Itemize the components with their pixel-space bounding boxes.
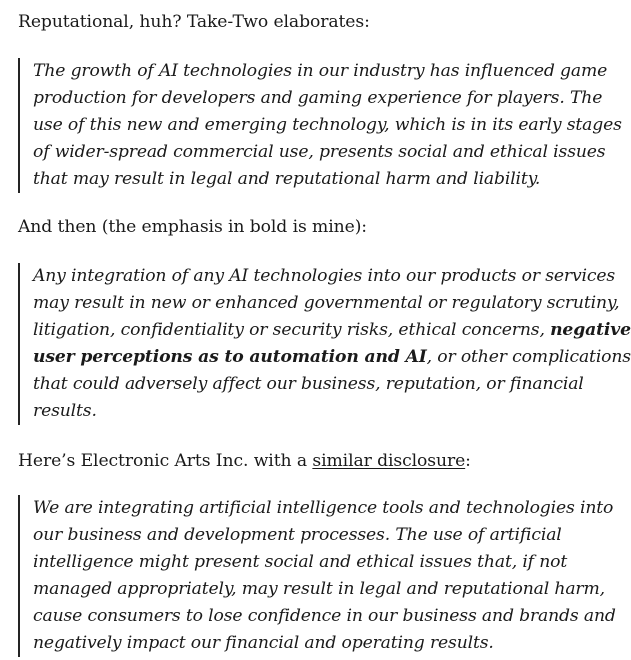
quote-line [33, 317, 631, 344]
paragraph-emphasis-note [18, 214, 367, 241]
similar-disclosure-link[interactable]: similar disclosure [312, 451, 466, 471]
quote-line: We are integrating artificial intelligence tools and technologies into [33, 498, 614, 518]
quote-line: our business and development processes. The use of artificial [33, 525, 562, 545]
quote-text: litigation, confidentiality or security risks, ethical concerns, [33, 320, 551, 340]
quote-line: The growth of AI technologies in our industry has influenced game [33, 61, 608, 81]
quote-text: , or other complications [426, 347, 631, 367]
quote-line: negatively impact our financial and operating results. [33, 633, 494, 653]
quote-line: managed appropriately, may result in legal and reputational harm, [33, 579, 605, 599]
quote-line: may result in new or enhanced governmental or regulatory scrutiny, [33, 293, 620, 313]
paragraph-text: And then (the emphasis in bold is mine): [18, 217, 367, 237]
blockquote-take-two-ai-integration [18, 263, 631, 425]
quote-line: intelligence might present social and ethical issues that, if not [33, 552, 568, 572]
quote-line: results. [33, 401, 97, 421]
paragraph-take-two-intro [18, 9, 370, 36]
blockquote-take-two-ai-growth [18, 58, 622, 193]
blockquote-ea-disclosure [18, 495, 616, 657]
paragraph-text: Reputational, huh? Take-Two elaborates: [18, 12, 370, 32]
paragraph-text: : [465, 451, 471, 471]
paragraph-ea-intro [18, 448, 471, 475]
emphasis-bold-text: negative [550, 320, 631, 340]
quote-line: production for developers and gaming experience for players. The [33, 88, 603, 108]
quote-line: of wider-spread commercial use, presents social and ethical issues [33, 142, 606, 162]
quote-line: that could adversely affect our business, reputation, or financial [33, 374, 584, 394]
quote-line: use of this new and emerging technology, which is in its early stages [33, 115, 622, 135]
quote-line: cause consumers to lose confidence in our business and brands and [33, 606, 616, 626]
paragraph-text: Here’s Electronic Arts Inc. with a [18, 451, 313, 471]
emphasis-bold-text: user perceptions as to automation and AI [33, 347, 427, 367]
quote-line: that may result in legal and reputational harm and liability. [33, 169, 541, 189]
quote-line: Any integration of any AI technologies into our products or services [33, 266, 616, 286]
quote-line [33, 344, 631, 371]
